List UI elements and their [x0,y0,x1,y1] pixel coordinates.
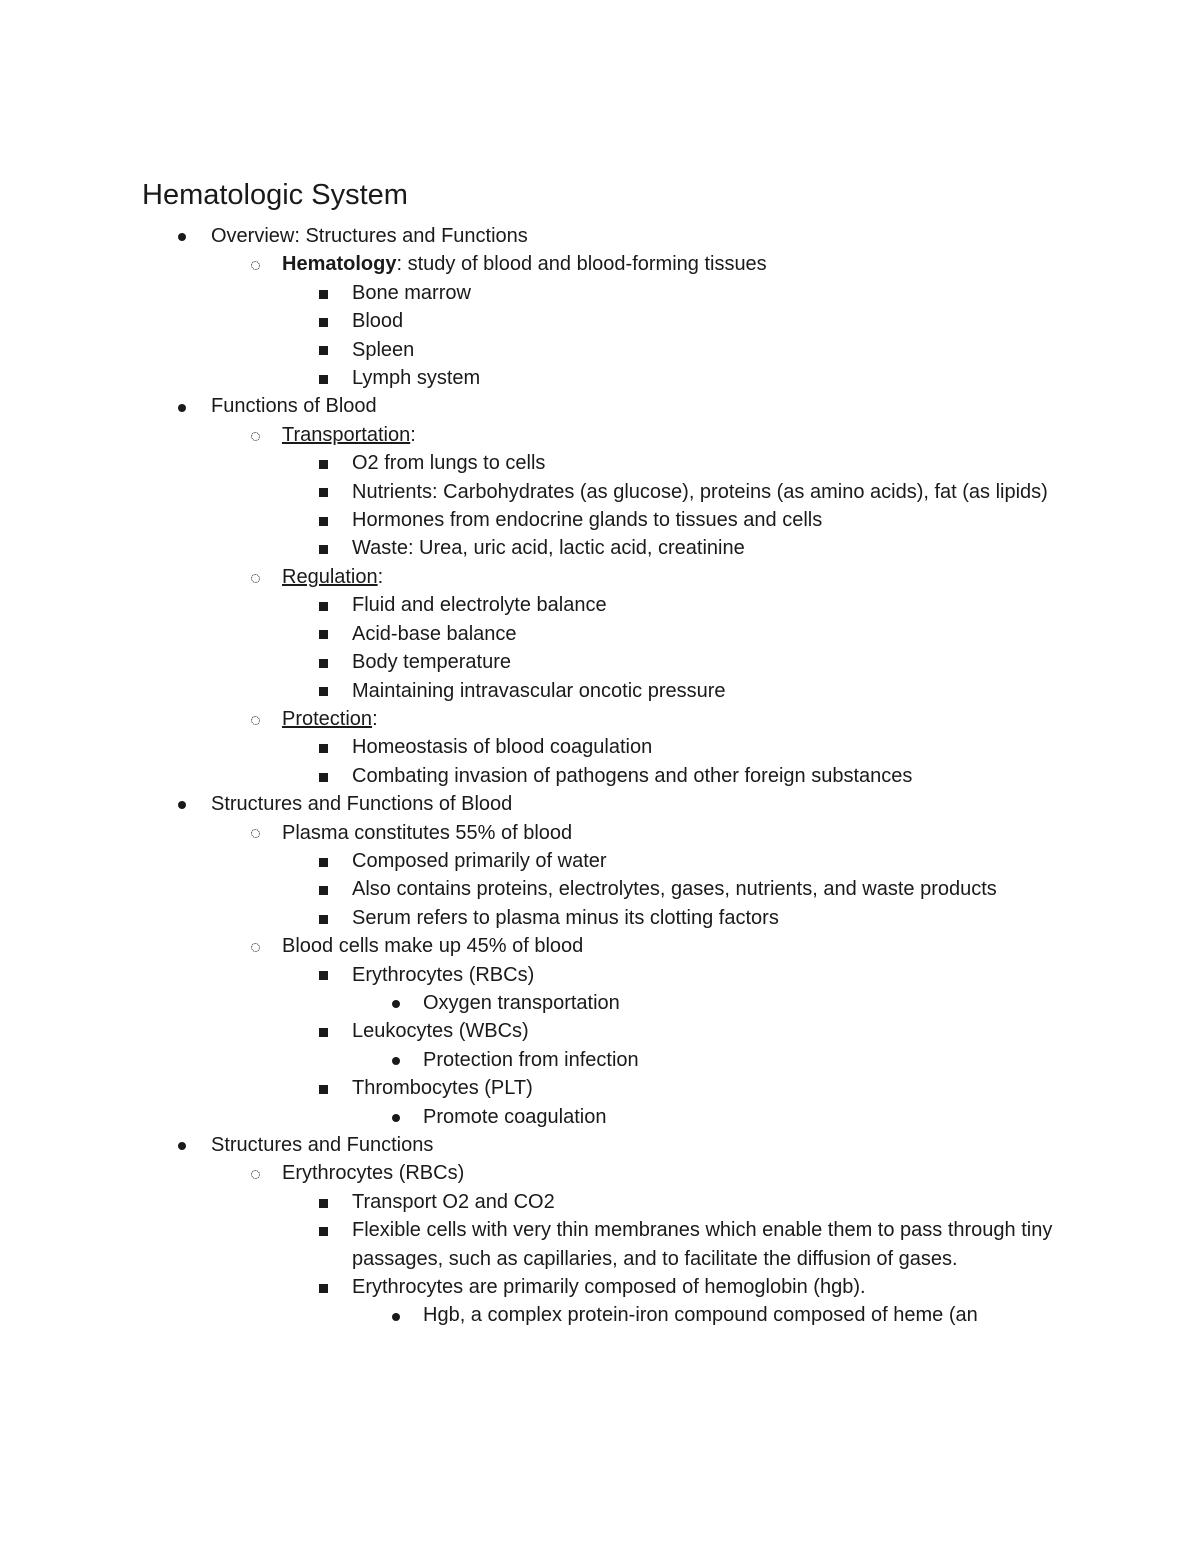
list-item [0,790,1071,818]
list-item [0,1188,1062,1216]
bullet-square-icon [313,506,333,534]
list-item-text: O2 from lungs to cells [352,452,546,475]
list-item [0,392,1071,420]
bullet-square-icon [313,1273,333,1301]
list-item-text: Blood [352,310,404,333]
list-item-text: Maintaining intravascular oncotic pressure [352,679,726,702]
term-hematology: Hematology [282,253,397,276]
bullet-square-icon [313,762,333,790]
list-item-text: Serum refers to plasma minus its clotting factors [352,906,779,929]
list-item [0,506,1062,534]
bullet-square-icon [313,620,333,648]
bullet-square-icon [313,1188,333,1216]
bullet-ring-icon [245,250,265,278]
list-item-text: Fluid and electrolyte balance [352,594,607,617]
bullet-square-icon [313,279,333,307]
list-item [0,591,1062,619]
bullet-dot-icon [386,1103,406,1131]
bullet-square-icon [313,847,333,875]
list-item [0,1131,1071,1159]
bullet-square-icon [313,677,333,705]
list-item [0,1103,1063,1131]
list-item-text: Spleen [352,338,415,361]
list-item-text: Waste: Urea, uric acid, lactic acid, creatinine [352,537,745,560]
list-item-text: Hgb, a complex protein-iron compound composed of heme (an [423,1304,978,1327]
bullet-dot-icon [172,222,192,250]
bullet-ring-icon [245,563,265,591]
section-heading: Structures and Functions [211,1134,434,1156]
list-item-text: Transport O2 and CO2 [352,1190,555,1213]
list-item [0,250,1072,278]
list-item [0,1074,1062,1102]
list-item-text: Composed primarily of water [352,849,607,872]
subheading-transportation: Transportation [282,423,411,446]
list-item [0,932,1072,960]
bullet-square-icon [313,904,333,932]
list-item [0,421,1072,449]
list-item-text: Nutrients: Carbohydrates (as glucose), proteins (as amino acids), fat (as lipids) [352,480,1048,503]
list-item-text: Acid-base balance [352,622,517,645]
colon: : [372,707,378,730]
list-item [0,904,1062,932]
section-heading: Overview: Structures and Functions [211,225,528,247]
bullet-square-icon [313,364,333,392]
list-item-text: Protection from infection [423,1048,639,1071]
list-item [0,677,1062,705]
section-heading: Structures and Functions of Blood [211,793,513,816]
subheading-protection: Protection [282,707,373,730]
outline-list [0,222,1200,1330]
list-item [0,1046,1063,1074]
bullet-square-icon [313,307,333,335]
bullet-ring-icon [245,932,265,960]
bullet-square-icon [313,1074,333,1102]
list-item-text: Lymph system [352,367,481,390]
bullet-square-icon [313,961,333,989]
list-item-text: Leukocytes (WBCs) [352,1020,529,1043]
bullet-dot-icon [386,989,406,1017]
bullet-ring-icon [245,421,265,449]
colon: : [377,565,384,588]
list-item [0,222,1071,250]
list-item-text: Promote coagulation [423,1105,607,1128]
bullet-square-icon [313,648,333,676]
list-item [0,279,1062,307]
list-item [0,705,1072,733]
bullet-square-icon [313,591,333,619]
bullet-ring-icon [245,1159,265,1187]
list-item-text: Hormones from endocrine glands to tissues and cells [352,509,823,532]
list-item [0,1273,1062,1301]
list-item [0,733,1062,761]
section-heading: Functions of Blood [211,395,377,418]
list-item [0,534,1062,562]
list-item [0,1017,1062,1045]
bullet-ring-icon [245,705,265,733]
bullet-dot-icon [386,1301,406,1329]
bullet-ring-icon [245,819,265,847]
list-item [0,989,1063,1017]
list-item-text: Bone marrow [352,281,471,304]
list-item [0,449,1062,477]
bullet-dot-icon [172,1131,192,1159]
list-item-text: Homeostasis of blood coagulation [352,736,653,759]
subheading-blood-cells: Blood cells make up 45% of blood [282,935,584,958]
bullet-square-icon [313,875,333,903]
list-item [0,1301,1063,1329]
subheading-erythrocytes: Erythrocytes (RBCs) [282,1162,465,1185]
list-item-text: Also contains proteins, electrolytes, gases, nutrients, and waste products [352,878,997,901]
list-item-text: Thrombocytes (PLT) [352,1077,533,1100]
list-item [0,1216,1062,1273]
subheading-plasma: Plasma constitutes 55% of blood [282,821,573,844]
list-item [0,648,1062,676]
list-item-text: Body temperature [352,651,511,674]
term-definition: : study of blood and blood-forming tissues [396,253,767,276]
list-item [0,307,1062,335]
list-item [0,762,1062,790]
list-item [0,1159,1072,1187]
list-item [0,478,1062,506]
bullet-dot-icon [172,790,192,818]
list-item [0,336,1062,364]
bullet-square-icon [313,336,333,364]
list-item [0,875,1062,903]
colon: : [410,423,416,446]
list-item [0,364,1062,392]
bullet-square-icon [313,449,333,477]
list-item-text: Combating invasion of pathogens and other foreign substances [352,764,913,787]
bullet-dot-icon [172,392,192,420]
bullet-square-icon [313,733,333,761]
document-title: Hematologic System [142,179,408,211]
list-item [0,847,1062,875]
list-item [0,819,1072,847]
list-item-text: Erythrocytes (RBCs) [352,963,535,986]
subheading-regulation: Regulation [282,565,378,588]
list-item [0,961,1062,989]
bullet-square-icon [313,1216,333,1244]
list-item [0,620,1062,648]
bullet-dot-icon [386,1046,406,1074]
bullet-square-icon [313,534,333,562]
bullet-square-icon [313,478,333,506]
list-item-text: Oxygen transportation [423,991,620,1014]
list-item [0,563,1072,591]
list-item-text: Flexible cells with very thin membranes which enable them to pass through tiny passages, such as capillaries, and to facilitate the diffusion of gases. [352,1219,1053,1270]
bullet-square-icon [313,1017,333,1045]
list-item-text: Erythrocytes are primarily composed of hemoglobin (hgb). [352,1276,866,1299]
